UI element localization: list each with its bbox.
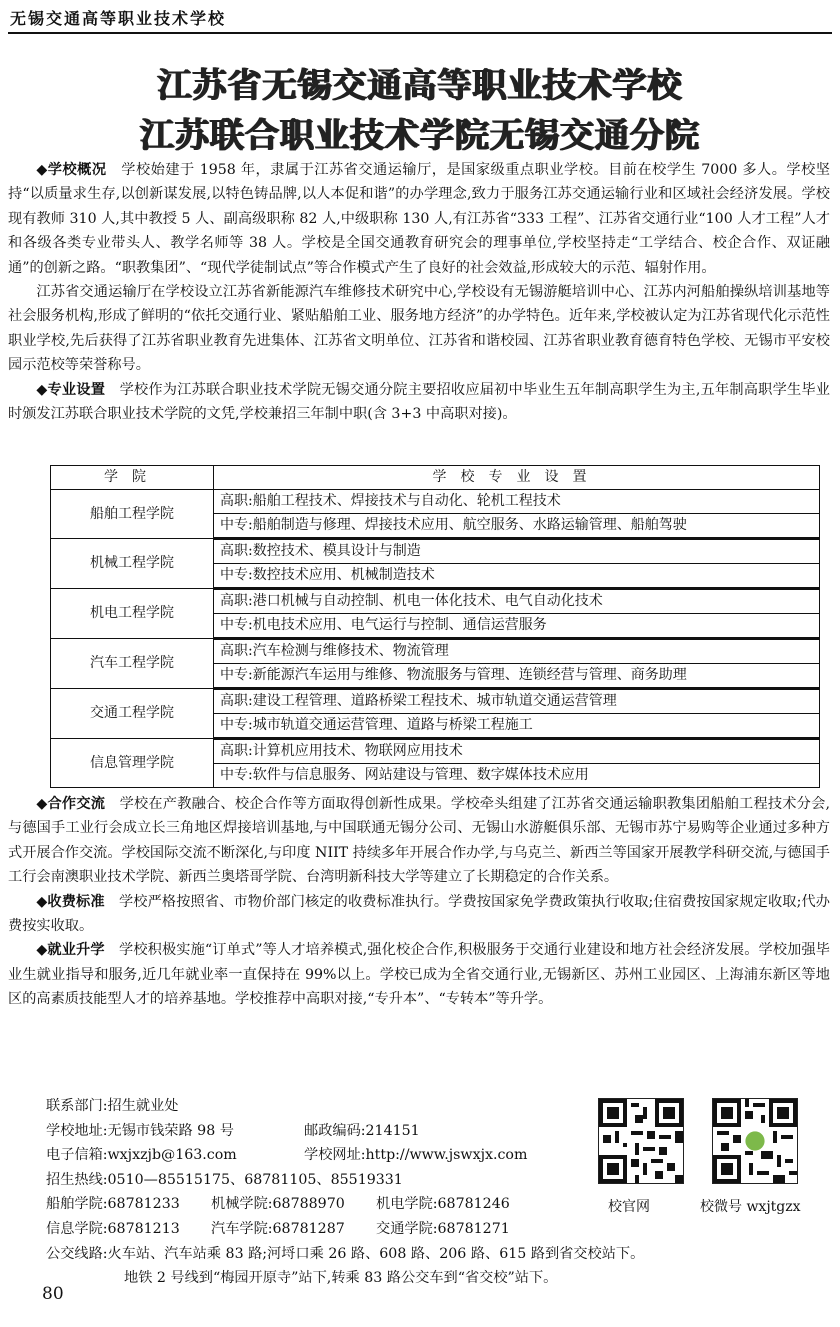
phone-info: 信息学院:68781213 xyxy=(46,1220,180,1237)
contact-row-colleges-2 xyxy=(46,1217,644,1242)
table-row xyxy=(51,639,820,664)
majors-text: 学校作为江苏联合职业技术学院无锡交通分院主要招收应届初中毕业生五年制高职学生为主,五年制高职学生毕业时颁发江苏联合职业技术学院的文凭,学校兼招三年制中职(含 3+3 中高职对接)。 xyxy=(8,381,830,423)
zhongzhuan-cell: 中专:机电技术应用、电气运行与控制、通信运营服务 xyxy=(214,614,820,639)
phone-elec: 机电学院:68781246 xyxy=(376,1196,510,1213)
majors-table xyxy=(50,465,820,788)
contact-address: 学校地址:无锡市钱荣路 98 号 xyxy=(46,1122,234,1139)
contact-row-colleges-1 xyxy=(46,1192,644,1217)
zhongzhuan-cell: 中专:船舶制造与修理、焊接技术应用、航空服务、水路运输管理、船舶驾驶 xyxy=(214,514,820,539)
table-row xyxy=(51,589,820,614)
majors-heading: ◆专业设置 xyxy=(36,381,106,398)
gaozhi-cell: 高职:计算机应用技术、物联网应用技术 xyxy=(214,739,820,764)
employment-heading: ◆就业升学 xyxy=(36,942,105,959)
contact-dept: 联系部门:招生就业处 xyxy=(46,1098,179,1114)
bus-route-1: 公交线路:火车站、汽车站乘 83 路;河埒口乘 26 路、608 路、206 路、615 路到省交校站下。 xyxy=(46,1245,645,1262)
table-header-college: 学院 xyxy=(51,466,214,490)
zhongzhuan-cell: 中专:软件与信息服务、网站建设与管理、数字媒体技术应用 xyxy=(214,764,820,788)
zhongzhuan-cell: 中专:数控技术应用、机械制造技术 xyxy=(214,564,820,589)
majors-paragraph xyxy=(8,378,830,427)
overview-heading: ◆学校概况 xyxy=(36,162,107,178)
gaozhi-cell: 高职:港口机械与自动控制、机电一体化技术、电气自动化技术 xyxy=(214,589,820,614)
phone-traffic: 交通学院:68781271 xyxy=(376,1220,510,1237)
college-name: 信息管理学院 xyxy=(51,739,214,788)
college-name: 交通工程学院 xyxy=(51,689,214,739)
wechat-qr-code xyxy=(712,1098,798,1184)
employment-paragraph xyxy=(8,938,830,1011)
table-row xyxy=(51,539,820,564)
header-rule xyxy=(8,32,832,34)
contact-postcode: 邮政编码:214151 xyxy=(304,1122,420,1139)
page-number: 80 xyxy=(42,1284,64,1304)
table-row xyxy=(51,689,820,714)
contact-block xyxy=(46,1094,644,1291)
contact-website: 学校网址:http://www.jswxjx.com xyxy=(304,1147,528,1164)
contact-email: 电子信箱:wxjxzjb@163.com xyxy=(46,1147,237,1164)
phone-auto: 汽车学院:68781287 xyxy=(211,1220,345,1237)
table-row xyxy=(51,490,820,514)
overview-paragraph xyxy=(8,158,830,280)
fees-paragraph xyxy=(8,890,830,939)
phone-mech: 机械学院:68788970 xyxy=(211,1196,345,1213)
employment-text: 学校积极实施“订单式”等人才培养模式,强化校企合作,积极服务于交通行业建设和地方社会经济发展。学校加强毕业生就业指导和服务,近几年就业率一直保持在 99%以上。学校已成为全省交通行业,无锡新区、苏州工业园区、上海浦东新区等地区的高素质技能型人才的培养基地。学校推荐中高职对接,“专升本”、“专转本”等升学。 xyxy=(8,942,830,1008)
contact-row-email xyxy=(46,1143,644,1168)
fees-text: 学校严格按照省、市物价部门核定的收费标准执行。学费按国家免学费政策执行收取;住宿费按国家规定收取;代办费按实收取。 xyxy=(8,893,830,935)
phone-ship: 船舶学院:68781233 xyxy=(46,1196,180,1213)
main-title-line2: 江苏联合职业技术学院无锡交通分院 xyxy=(140,116,700,156)
cooperation-paragraph xyxy=(8,792,830,890)
table-header-row xyxy=(51,466,820,490)
website-qr-code xyxy=(598,1098,684,1184)
college-name: 机电工程学院 xyxy=(51,589,214,639)
contact-row-address xyxy=(46,1119,644,1144)
gaozhi-cell: 高职:汽车检测与维修技术、物流管理 xyxy=(214,639,820,664)
gaozhi-cell: 高职:数控技术、模具设计与制造 xyxy=(214,539,820,564)
overview-paragraph-2: 江苏省交通运输厅在学校设立江苏省新能源汽车维修技术研究中心,学校设有无锡游艇培训中心、江苏内河船舶操纵培训基地等社会服务机构,形成了鲜明的“依托交通行业、紧贴船舶工业、服务地方经济”的办学特色。近年来,学校被认定为江苏省现代化示范性职业学校,先后获得了江苏省职业教育先进集体、江苏省文明单位、江苏省和谐校园、江苏省职业教育德育特色学校、无锡市平安校园示范校等荣誉称号。 xyxy=(8,284,830,374)
running-header: 无锡交通高等职业技术学校 xyxy=(10,9,227,28)
cooperation-text: 学校在产教融合、校企合作等方面取得创新性成果。学校牵头组建了江苏省交通运输职教集团船舶工程技术分会,与德国手工业行会成立长三角地区焊接培训基地,与中国联通无锡分公司、无锡山水游艇俱乐部、无锡市苏宁易购等企业通过多种方式开展合作交流。学校国际交流不断深化,与印度 NIIT 持续多年开展合作办学,与乌克兰、新西兰等国家开展教学科研交流,与德国手工行会南澳职业技术学院、新西兰奥塔哥学院、台湾明新科技大学等建立了长期稳定的合作关系。 xyxy=(8,796,830,886)
college-name: 船舶工程学院 xyxy=(51,490,214,539)
college-name: 汽车工程学院 xyxy=(51,639,214,689)
main-title-line1: 江苏省无锡交通高等职业技术学校 xyxy=(157,66,683,106)
intro-section xyxy=(8,158,830,426)
fees-heading: ◆收费标准 xyxy=(36,893,105,910)
website-qr-label: 校官网 xyxy=(608,1199,650,1215)
cooperation-heading: ◆合作交流 xyxy=(36,796,106,812)
table-header-majors: 学校专业设置 xyxy=(214,466,820,490)
wechat-qr-label: 校微号 wxjtgzx xyxy=(700,1199,801,1215)
zhongzhuan-cell: 中专:城市轨道交通运营管理、道路与桥梁工程施工 xyxy=(214,714,820,739)
gaozhi-cell: 高职:建设工程管理、道路桥梁工程技术、城市轨道交通运营管理 xyxy=(214,689,820,714)
gaozhi-cell: 高职:船舶工程技术、焊接技术与自动化、轮机工程技术 xyxy=(214,490,820,514)
zhongzhuan-cell: 中专:新能源汽车运用与维修、物流服务与管理、连锁经营与管理、商务助理 xyxy=(214,664,820,689)
details-section xyxy=(8,792,830,1012)
table-row xyxy=(51,739,820,764)
overview-text: 学校始建于 1958 年，隶属于江苏省交通运输厅，是国家级重点职业学校。目前在校学生 7000 多人。学校坚持“以质量求生存,以创新谋发展,以特色铸品牌,以人本促和谐”的办学理念,致力于服务江苏交通运输行业和区域社会经济发展。学校现有教师 310 人,其中教授 5 人、副高级职称 82 人,中级职称 130 人,有江苏省“333 工程”、江苏省交通行业“100 人才工程”人才和各级各类专业带头人、教学名师等 38 人。学校是全国交通教育研究会的理事单位,学校坚持走“工学结合、校企合作、双证融通”的创新之路。“职教集团”、“现代学徒制试点”等合作模式产生了良好的社会效益,形成较大的示范、辐射作用。 xyxy=(8,162,830,276)
college-name: 机械工程学院 xyxy=(51,539,214,589)
bus-route-2: 地铁 2 号线到“梅园开原寺”站下,转乘 83 路公交车到“省交校”站下。 xyxy=(124,1270,558,1287)
contact-hotline: 招生热线:0510—85515175、68781105、85519331 xyxy=(46,1171,403,1188)
